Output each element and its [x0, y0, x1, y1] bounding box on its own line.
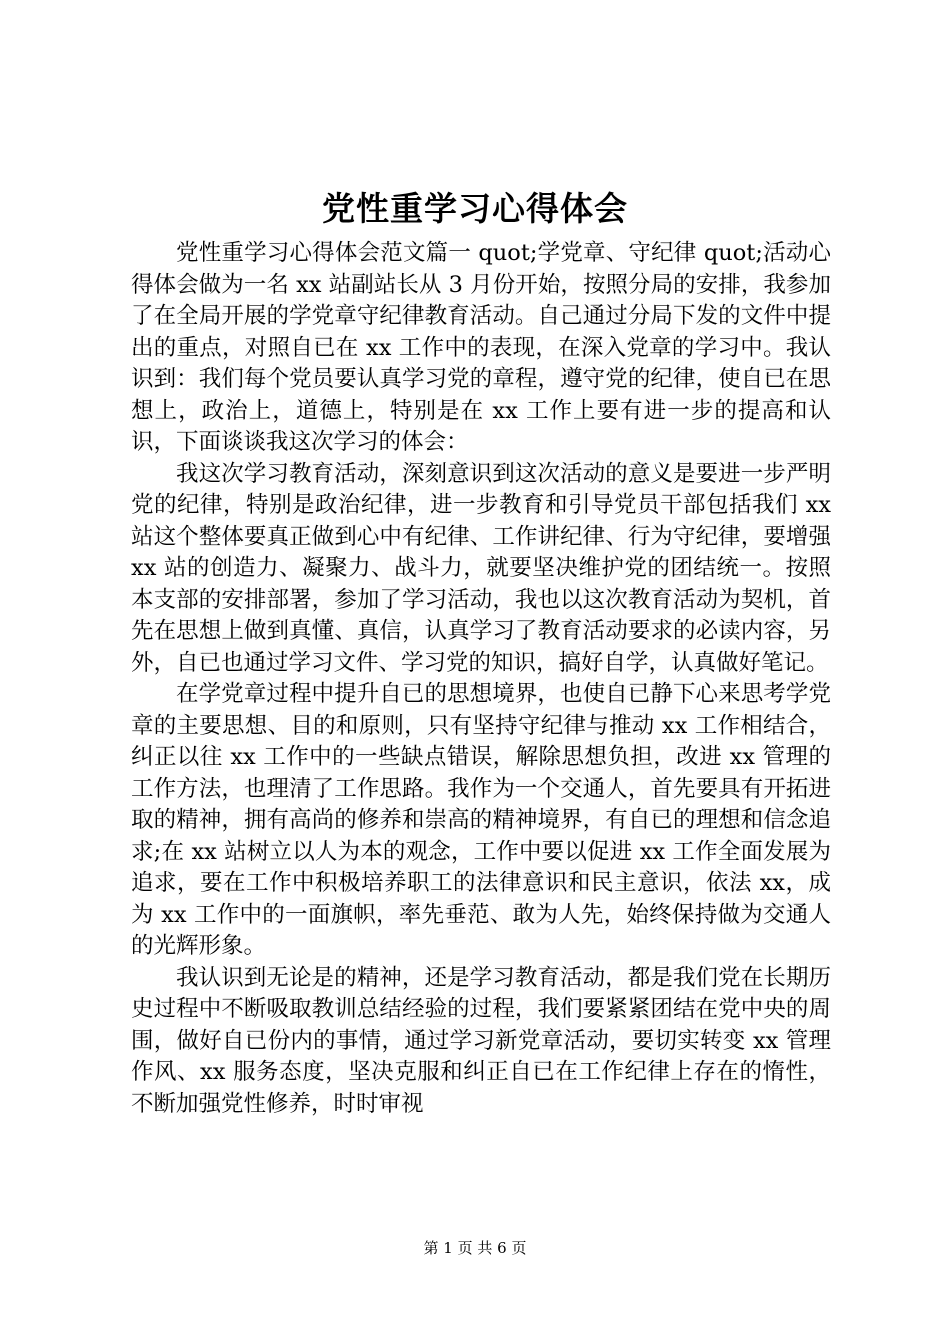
paragraph-1: 党性重学习心得体会范文篇一 quot;学党章、守纪律 quot;活动心得体会做为一名 xx 站副站长从 3 月份开始，按照分局的安排，我参加了在全局开展的学党章守纪律教育活动。自己通过分局下发的文件中提出的重点，对照自已在 xx 工作中的表现，在深入党章的学习中。我认识到：我们每个党员要认真学习党的章程，遵守党的纪律，使自已在思想上，政治上，道德上，特别是在 xx 工作上要有进一步的提高和认识，下面谈谈我这次学习的体会：	[131, 240, 831, 455]
paragraph-3: 在学党章过程中提升自已的思想境界，也使自已静下心来思考学党章的主要思想、目的和原则，只有坚持守纪律与推动 xx 工作相结合，纠正以往 xx 工作中的一些缺点错误，解除思想负担，改进 xx 管理的工作方法，也理清了工作思路。我作为一个交通人，首先要具有开拓进取的精神，拥有高尚的修养和崇高的精神境界，有自已的理想和信念追求;在 xx 站树立以人为本的观念，工作中要以促进 xx 工作全面发展为追求，要在工作中积极培养职工的法律意识和民主意识，依法 xx，成为 xx 工作中的一面旗帜，率先垂范、敢为人先，始终保持做为交通人的光辉形象。	[131, 681, 831, 959]
document-title: 党性重学习心得体会	[322, 189, 628, 228]
paragraph-4: 我认识到无论是的精神，还是学习教育活动，都是我们党在长期历史过程中不断吸取教训总结经验的过程，我们要紧紧团结在党中央的周围，做好自已份内的事情，通过学习新党章活动，要切实转变 xx 管理作风、xx 服务态度，坚决克服和纠正自已在工作纪律上存在的惰性，不断加强党性修养，时时审视	[131, 964, 831, 1117]
page-number-footer: 第 1 页 共 6 页	[423, 1239, 527, 1257]
paragraph-2: 我这次学习教育活动，深刻意识到这次活动的意义是要进一步严明党的纪律，特别是政治纪律，进一步教育和引导党员干部包括我们 xx 站这个整体要真正做到心中有纪律、工作讲纪律、行为守纪律，要增强 xx 站的创造力、凝聚力、战斗力，就要坚决维护党的团结统一。按照本支部的安排部署，参加了学习活动，我也以这次教育活动为契机，首先在思想上做到真懂、真信，认真学习了教育活动要求的必读内容，另外，自已也通过学习文件、学习党的知识，搞好自学，认真做好笔记。	[131, 460, 831, 676]
document-body	[131, 238, 831, 1120]
